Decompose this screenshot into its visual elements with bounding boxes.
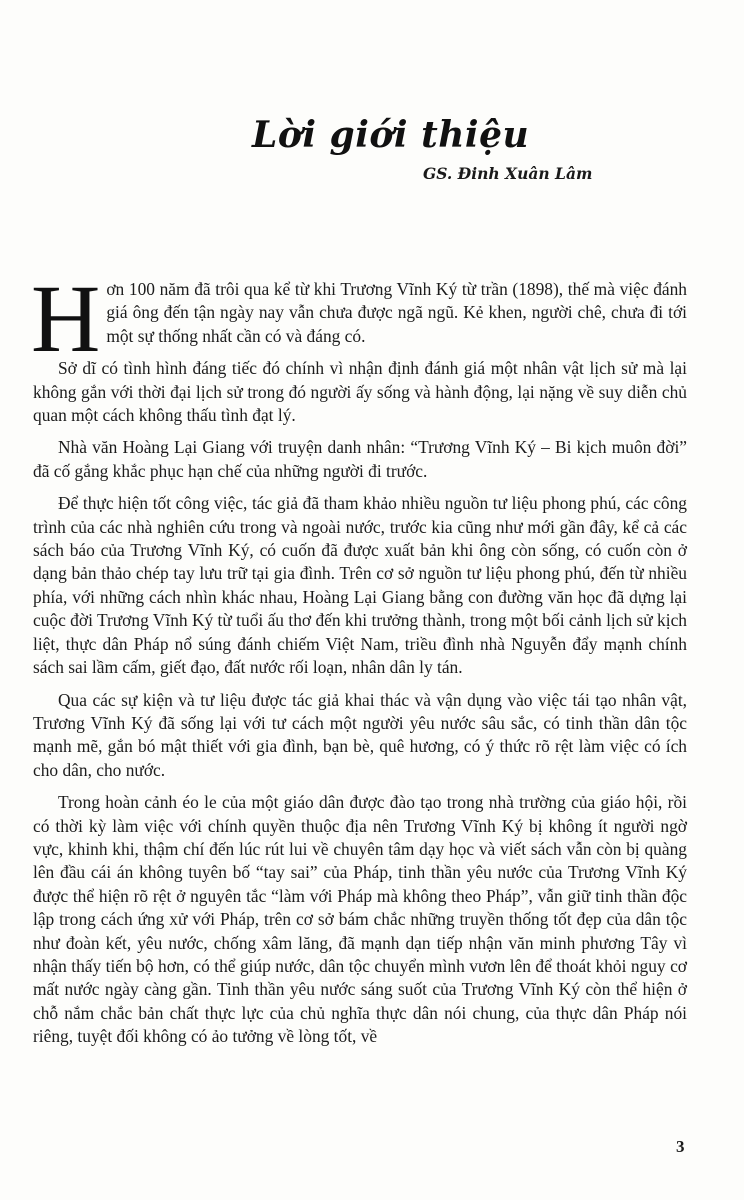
- body-text: [31, 265, 687, 1058]
- paragraph-text: ơn 100 năm đã trôi qua kể từ khi Trương Vĩnh Ký từ trần (1898), thế mà việc đánh giá ông đến tận ngày nay vẫn chưa được ngã ngũ. Kẻ khen, người chê, chưa đi tới một sự thống nhất cần có và đáng có.: [106, 279, 687, 346]
- paragraph-2: Sở dĩ có tình hình đáng tiếc đó chính vì nhận định đánh giá một nhân vật lịch sử mà lại không gắn với thời đại lịch sử trong đó người ấy sống và hành động, lại nặng về suy diễn chủ quan một cách không thấu tình đạt lý.: [33, 358, 687, 426]
- page-title: Lời giới thiệu: [252, 114, 530, 156]
- paragraph-4: Để thực hiện tốt công việc, tác giả đã tham khảo nhiều nguồn tư liệu phong phú, các công trình của các nhà nghiên cứu trong và ngoài nước, trước kia cũng như mới gần đây, kể cả các sách báo của Trương Vĩnh Ký, có cuốn đã được xuất bản khi ông còn sống, có cuốn còn ở dạng bản thảo chép tay lưu trữ tại gia đình. Trên cơ sở nguồn tư liệu phong phú, đến từ nhiều phía, với những cách nhìn khác nhau, Hoàng Lại Giang bằng con đường văn học đã dựng lại cuộc đời Trương Vĩnh Ký từ tuổi ấu thơ đến khi trưởng thành, trong một bối cảnh lịch sử kịch liệt, thực dân Pháp nổ súng đánh chiếm Việt Nam, triều đình nhà Nguyễn đẩy mạnh chính sách sai lầm cấm, giết đạo, đất nước rối loạn, nhân dân ly tán.: [33, 493, 687, 678]
- author-line: GS. Đinh Xuân Lâm: [423, 164, 593, 183]
- paragraph-3: Nhà văn Hoàng Lại Giang với truyện danh nhân: “Trương Vĩnh Ký – Bi kịch muôn đời” đã cố gắng khắc phục hạn chế của những người đi trước.: [33, 437, 687, 481]
- paragraph-6: Trong hoàn cảnh éo le của một giáo dân được đào tạo trong nhà trường của giáo hội, rồi có thời kỳ làm việc với chính quyền thuộc địa nên Trương Vĩnh Ký bị không ít người ngờ vực, khinh khi, thậm chí đến lúc rút lui về chuyên tâm dạy học và viết sách vẫn còn bị quàng lên đầu cái án không tuyên bố “tay sai” của Pháp, tinh thần yêu nước của Trương Vĩnh Ký được thể hiện rõ rệt ở nguyên tắc “làm với Pháp mà không theo Pháp”, vẫn giữ tinh thần độc lập trong cách ứng xử với Pháp, trên cơ sở bám chắc những truyền thống tốt đẹp của dân tộc như đoàn kết, yêu nước, chống xâm lăng, đã mạnh dạn tiếp nhận văn minh phương Tây vì nhận thấy tiến bộ hơn, có thể giúp nước, dân tộc chuyển mình vươn lên để thoát khỏi nguy cơ mất nước ngày càng gần. Tinh thần yêu nước sáng suốt của Trương Vĩnh Ký còn thể hiện ở chỗ nắm chắc bản chất thực lực của chủ nghĩa thực dân nói chung, của thực dân Pháp nói riêng, tuyệt đối không có ảo tưởng về lòng tốt, về: [33, 792, 687, 1047]
- drop-cap: H: [31, 265, 101, 372]
- page-number: 3: [676, 1137, 685, 1156]
- paragraph-5: Qua các sự kiện và tư liệu được tác giả khai thác và vận dụng vào việc tái tạo nhân vật, Trương Vĩnh Ký đã sống lại với tư cách một người yêu nước sâu sắc, có tinh thần dân tộc mạnh mẽ, gắn bó mật thiết với gia đình, bạn bè, quê hương, có ý thức rõ rệt làm việc có ích cho dân, cho nước.: [33, 689, 687, 780]
- paragraph-1: [31, 265, 687, 372]
